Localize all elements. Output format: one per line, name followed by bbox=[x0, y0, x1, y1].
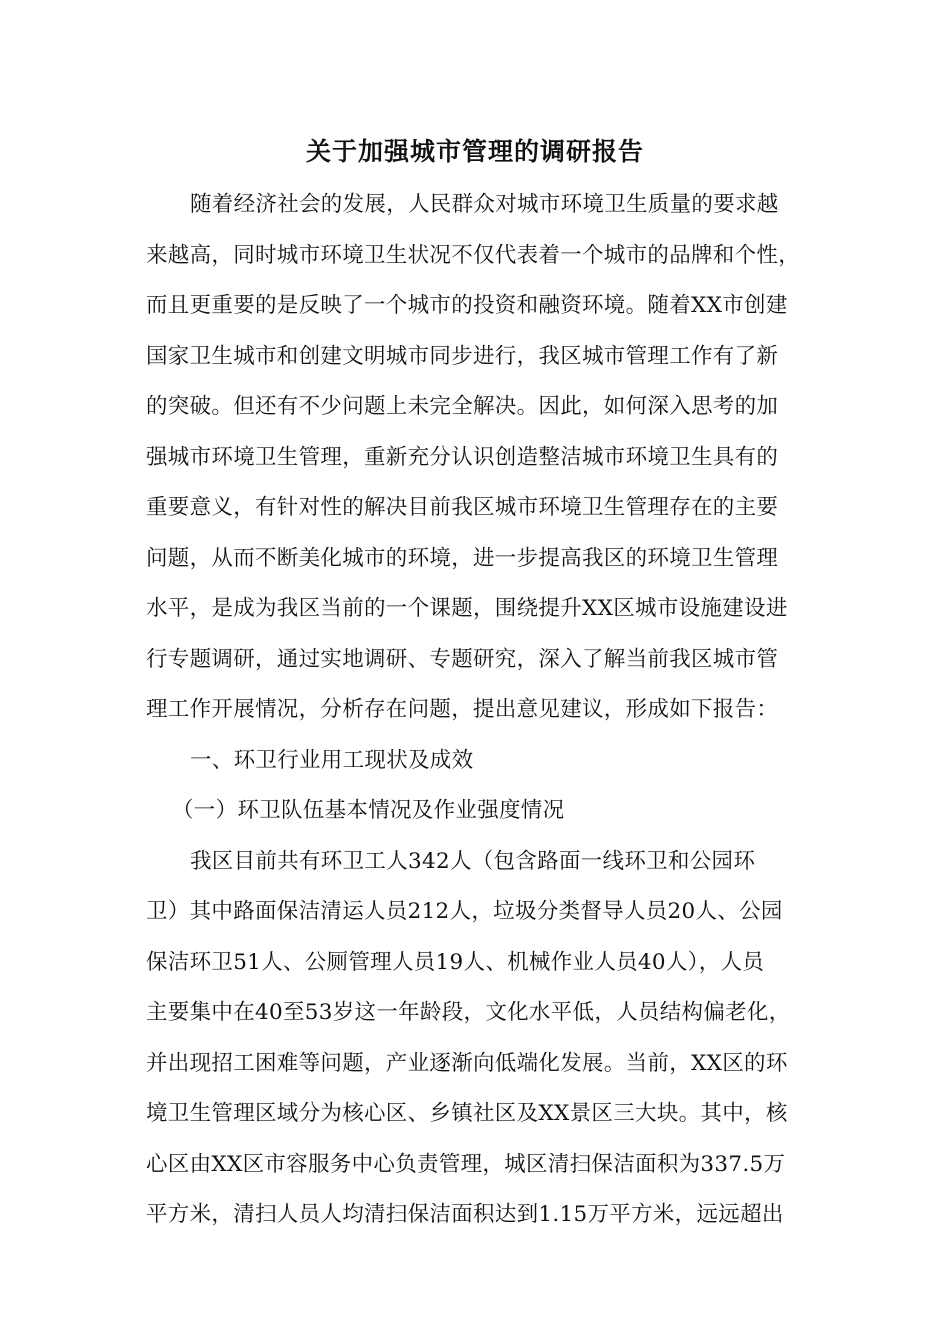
paragraph-line: 重要意义，有针对性的解决目前我区城市环境卫生管理存在的主要 bbox=[146, 495, 779, 520]
paragraph-line: 的突破。但还有不少问题上未完全解决。因此，如何深入思考的加 bbox=[146, 394, 779, 419]
document-title: 关于加强城市管理的调研报告 bbox=[305, 137, 644, 166]
paragraph-line: 主要集中在40至53岁这一年龄段，文化水平低，人员结构偏老化， bbox=[146, 1000, 791, 1025]
paragraph-line: 我区目前共有环卫工人342人（包含路面一线环卫和公园环 bbox=[190, 848, 756, 874]
paragraph-line: 随着经济社会的发展，人民群众对城市环境卫生质量的要求越 bbox=[190, 192, 779, 217]
paragraph-line: 强城市环境卫生管理，重新充分认识创造整洁城市环境卫生具有的 bbox=[146, 444, 779, 470]
paragraph-line: 来越高，同时城市环境卫生状况不仅代表着一个城市的品牌和个性， bbox=[146, 242, 801, 268]
document-body bbox=[146, 180, 814, 1241]
paragraph-line: 心区由XX区市容服务中心负责管理，城区清扫保洁面积为337.5万 bbox=[146, 1151, 786, 1177]
paragraph-line: 平方米，清扫人员人均清扫保洁面积达到1.15万平方米，远远超出 bbox=[146, 1202, 784, 1227]
paragraph-line: 境卫生管理区域分为核心区、乡镇社区及XX景区三大块。其中，核 bbox=[146, 1101, 788, 1126]
paragraph-line: 水平，是成为我区当前的一个课题，围绕提升XX区城市设施建设进 bbox=[146, 596, 788, 621]
paragraph-line: 并出现招工困难等问题，产业逐渐向低端化发展。当前，XX区的环 bbox=[146, 1050, 788, 1076]
paragraph-line: 保洁环卫51人、公厕管理人员19人、机械作业人员40人），人员 bbox=[146, 949, 765, 975]
paragraph-line: 而且更重要的是反映了一个城市的投资和融资环境。随着XX市创建 bbox=[146, 293, 788, 318]
paragraph-line: 行专题调研，通过实地调研、专题研究，深入了解当前我区城市管 bbox=[146, 646, 779, 672]
paragraph-line: 问题，从而不断美化城市的环境，进一步提高我区的环境卫生管理 bbox=[146, 545, 779, 571]
paragraph-line: 卫）其中路面保洁清运人员212人，垃圾分类督导人员20人、公园 bbox=[146, 899, 783, 924]
section-heading: 一、环卫行业用工现状及成效 bbox=[190, 747, 474, 773]
paragraph-line: 理工作开展情况，分析存在问题，提出意见建议，形成如下报告： bbox=[146, 697, 779, 722]
paragraph-line: 国家卫生城市和创建文明城市同步进行，我区城市管理工作有了新 bbox=[146, 343, 779, 369]
subsection-heading: （一）环卫队伍基本情况及作业强度情况 bbox=[172, 798, 565, 823]
